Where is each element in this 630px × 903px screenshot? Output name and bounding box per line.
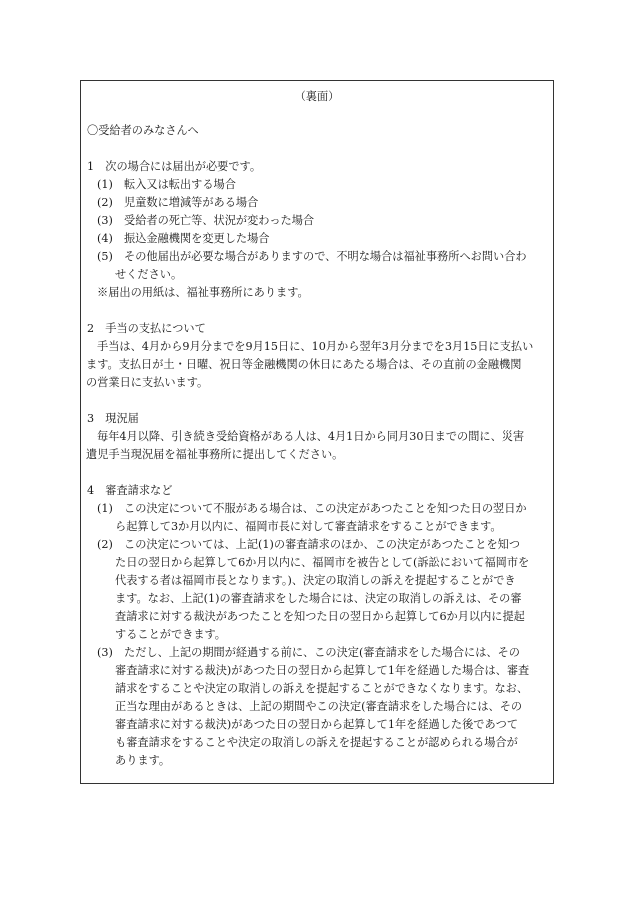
section-4-p3-line: 正当な理由があるときは、上記の期間やこの決定(審査請求をした場合には、その — [115, 700, 523, 713]
section-3-line: 毎年4月以降、引き続き受給資格がある人は、4月1日から同月30日までの間に、災害 — [97, 430, 525, 443]
section-2-title: 2 手当の支払について — [87, 322, 206, 335]
section-1-item: (5) その他届出が必要な場合がありますので、不明な場合は福祉事務所へお問い合わ — [97, 250, 527, 263]
section-2-line: 手当は、4月から9月分までを9月15日に、10月から翌年3月分までを3月15日に支払い — [97, 340, 534, 353]
section-4-p2-line: 代表する者は福岡市長となります。)、決定の取消しの訴えを提起することができ — [115, 574, 516, 587]
page-header: （裏面） — [294, 90, 340, 103]
section-4-p3-line: 請求をすることや決定の取消しの訴えを提起することができなくなります。なお、 — [115, 682, 529, 695]
section-4-p1-line: (1) この決定について不服がある場合は、この決定があつたことを知つた日の翌日か — [97, 502, 527, 515]
section-4-p1-line: ら起算して3か月以内に、福岡市長に対して審査請求をすることができます。 — [115, 520, 502, 533]
section-1-item: (3) 受給者の死亡等、状況が変わった場合 — [97, 214, 315, 227]
section-4-title: 4 審査請求など — [87, 484, 173, 497]
section-4-p2-line: (2) この決定については、上記(1)の審査請求のほか、この決定があつたことを知つ — [97, 538, 521, 551]
section-4-p2-line: た日の翌日から起算して6か月以内に、福岡市を被告として(訴訟において福岡市を — [115, 556, 530, 569]
greeting: 〇受給者のみなさんへ — [87, 124, 199, 137]
section-4-p2-line: 査請求に対する裁決があつたことを知つた日の翌日から起算して6か月以内に提起 — [115, 610, 525, 623]
section-4-p2-line: することができます。 — [115, 628, 226, 641]
section-4-p3-line: あります。 — [115, 754, 171, 767]
section-4-p3-line: も審査請求をすることや決定の取消しの訴えを提起することが認められる場合が — [115, 736, 518, 749]
section-4-p2-line: ます。なお、上記(1)の審査請求をした場合には、決定の取消しの訴えは、その審 — [115, 592, 522, 605]
section-4-p3-line: 審査請求に対する裁決)があつた日の翌日から起算して1年を経過した場合は、審査 — [115, 664, 530, 677]
section-4-p3-line: (3) ただし、上記の期間が経過する前に、この決定(審査請求をした場合には、その — [97, 646, 520, 659]
notice-frame — [80, 80, 554, 784]
section-1-item: (4) 振込金融機関を変更した場合 — [97, 232, 270, 245]
section-1-title: 1 次の場合には届出が必要です。 — [87, 160, 262, 173]
section-3-line: 遺児手当現況届を福祉事務所に提出してください。 — [86, 448, 344, 461]
section-2-line: ます。支払日が土・日曜、祝日等金融機関の休日にあたる場合は、その直前の金融機関 — [86, 358, 522, 371]
section-1-item: (2) 児童数に増減等がある場合 — [97, 196, 259, 209]
section-4-p3-line: 審査請求に対する裁決)があつた日の翌日から起算して1年を経過した後であつて — [115, 718, 519, 731]
section-3-title: 3 現況届 — [87, 412, 139, 425]
section-2-line: の営業日に支払います。 — [86, 376, 209, 389]
section-1-item-cont: せください。 — [115, 268, 183, 281]
section-1-note: ※届出の用紙は、福祉事務所にあります。 — [97, 286, 309, 299]
section-1-item: (1) 転入又は転出する場合 — [97, 178, 236, 191]
